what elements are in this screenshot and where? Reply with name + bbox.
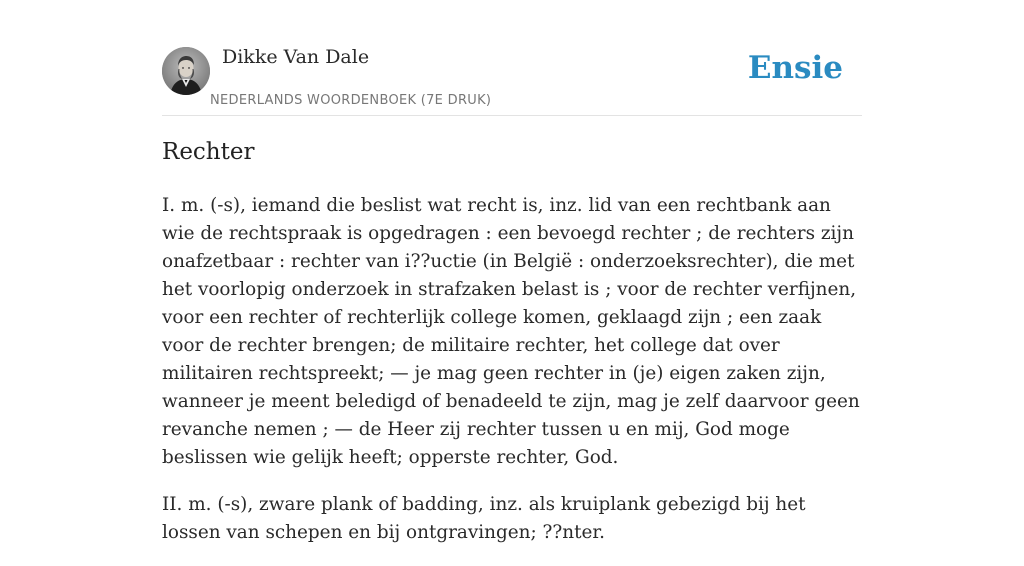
- entry-title: Rechter: [162, 139, 255, 165]
- header: [162, 0, 862, 116]
- definition-1: I. m. (-s), iemand die beslist wat recht is, inz. lid van een rechtbank aan wie de rechtspraak is opgedragen : een bevoegd rechter ; de rechters zijn onafzetbaar : rechter van i??uctie (in België : onderzoeksrechter), die met het voorlopig onderzoek in strafzaken belast is ; voor de rechter verfijnen, voor een rechter of rechterlijk college komen, geklaagd zijn ; een zaak voor de rechter brengen; de militaire rechter, het college dat over militairen rechtspreekt; — je mag geen rechter in (je) eigen zaken zijn, wanneer je meent beledigd of benadeeld te zijn, mag je zelf daarvoor geen revanche nemen ; — de Heer zij rechter tussen u en mij, God moge beslissen wie gelijk heeft; opperste rechter, God.: [162, 195, 860, 468]
- definition-2: II. m. (-s), zware plank of badding, inz. als kruiplank gebezigd bij het lossen van schepen en bij ontgravingen; ??nter.: [162, 494, 806, 543]
- entry-content: [162, 192, 862, 566]
- author-avatar[interactable]: [162, 47, 210, 95]
- page: [162, 0, 862, 543]
- portrait-avatar-icon: [162, 47, 210, 95]
- source-label[interactable]: NEDERLANDS WOORDENBOEK (7E DRUK): [210, 93, 492, 108]
- ensie-logo[interactable]: Ensie: [747, 50, 843, 86]
- author-name[interactable]: Dikke Van Dale: [222, 46, 370, 68]
